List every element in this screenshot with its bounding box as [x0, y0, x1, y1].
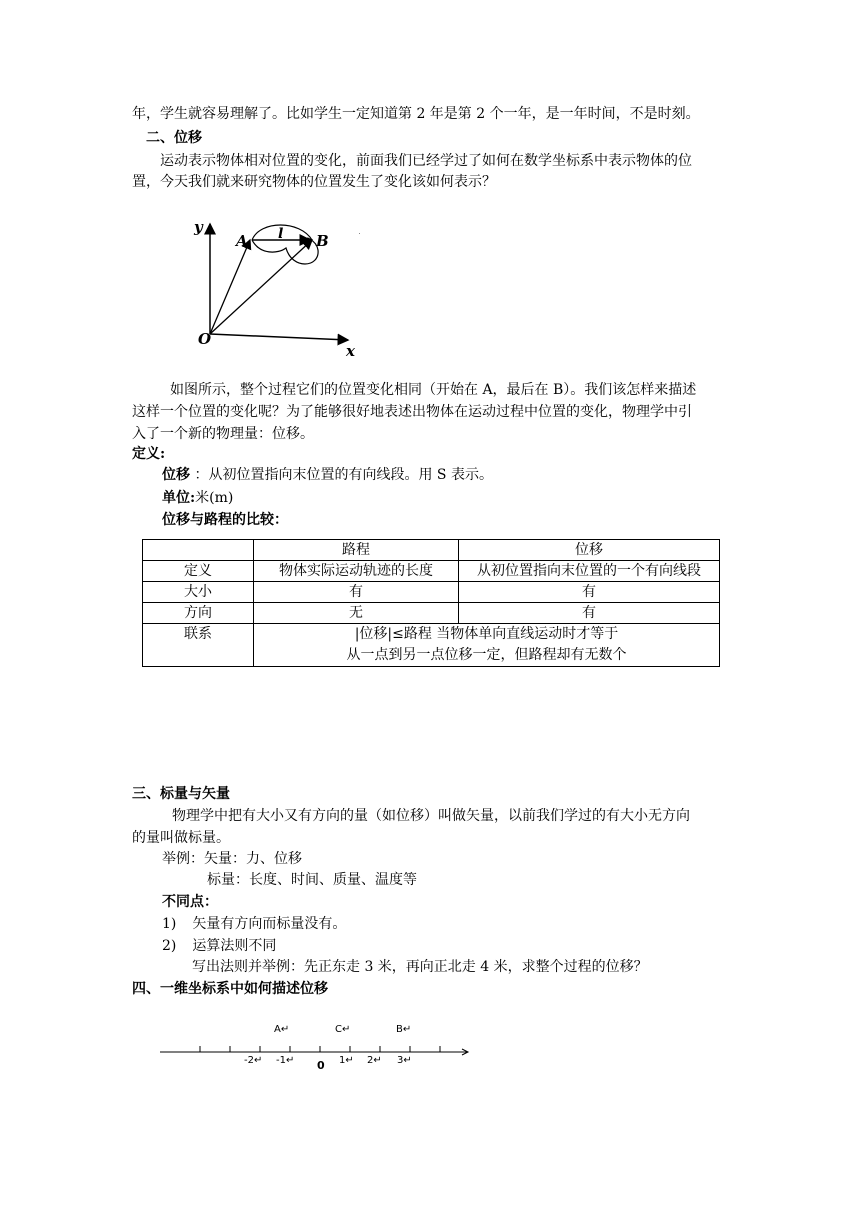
definition-text: ：从初位置指向末位置的有向线段。用 S 表示。	[190, 467, 493, 483]
x-axis-label: x	[346, 342, 355, 360]
tick-label: 1↵	[339, 1055, 354, 1066]
section-2-paragraph-2-line-2: 这样一个位置的变化呢？为了能够很好地表述出物体在运动过程中位置的变化，物理学中引	[132, 404, 692, 420]
section-2-paragraph-1-line-1: 运动表示物体相对位置的变化，前面我们已经学过了如何在数学坐标系中表示物体的位	[160, 153, 692, 169]
section-3-paragraph-line-2: 的量叫做标量。	[132, 830, 230, 846]
table-cell: 大小	[143, 582, 254, 603]
intro-line: 年，学生就容易理解了。比如学生一定知道第 2 年是第 2 个一年，是一年时间，不是时刻。	[132, 106, 700, 122]
origin-label: O	[198, 330, 212, 348]
table-header-row	[143, 540, 720, 561]
definition-term: 位移	[162, 467, 190, 483]
table-cell: 方向	[143, 603, 254, 624]
table-header-cell: 位移	[459, 540, 720, 561]
table-link-label: 联系	[143, 624, 254, 667]
one-d-axis-figure	[150, 1018, 480, 1076]
definition-line	[162, 465, 493, 485]
l-label: l	[278, 226, 284, 242]
diff-item-1-number: 1)	[162, 916, 177, 932]
section-4-title: 四、一维坐标系中如何描述位移	[132, 981, 328, 997]
vector-ob	[210, 240, 312, 334]
compare-heading: 位移与路程的比较：	[162, 512, 288, 528]
section-3-paragraph-line-1: 物理学中把有大小又有方向的量（如位移）叫做矢量，以前我们学过的有大小无方向	[172, 808, 690, 824]
zero-label: 0	[317, 1059, 325, 1072]
section-2-title: 二、位移	[146, 130, 202, 146]
table-link-line-2: 从一点到另一点位移一定，但路程却有无数个	[346, 647, 627, 663]
x-axis	[210, 334, 348, 340]
definition-heading: 定义:	[132, 446, 166, 462]
section-2-paragraph-2-line-3: 入了一个新的物理量：位移。	[132, 426, 314, 442]
section-3-title: 三、标量与矢量	[132, 786, 230, 802]
table-row	[143, 582, 720, 603]
table-cell: 从初位置指向末位置的一个有向线段	[459, 561, 720, 582]
unit-value: 米(m)	[195, 490, 234, 506]
y-axis-label: y	[194, 218, 203, 236]
table-row-link	[143, 624, 720, 667]
table-cell: 有	[459, 603, 720, 624]
point-a-label: A	[236, 232, 248, 250]
diff-item-2-text: 运算法则不同	[192, 938, 277, 954]
table-row	[143, 561, 720, 582]
diff-item-2-number: 2)	[162, 938, 177, 954]
point-label-c: C↵	[335, 1024, 351, 1035]
point-label-a: A↵	[274, 1024, 290, 1035]
table-row	[143, 603, 720, 624]
table-link-line-1: |位移|≤路程 当物体单向直线运动时才等于	[354, 626, 619, 642]
table-header-cell: 路程	[254, 540, 459, 561]
stray-dot	[359, 233, 360, 234]
point-b-label: B	[316, 232, 329, 250]
section-2-paragraph-2-line-1: 如图所示，整个过程它们的位置变化相同（开始在 A，最后在 B）。我们该怎样来描述	[170, 382, 697, 398]
table-link-cell	[254, 624, 720, 667]
diff-item-1	[162, 914, 346, 934]
tick-label: 2↵	[367, 1055, 382, 1066]
tick-label: -1↵	[276, 1055, 295, 1066]
tick-label: -2↵	[244, 1055, 263, 1066]
displacement-figure	[190, 210, 370, 365]
ticks	[200, 1046, 440, 1052]
table-header-cell	[143, 540, 254, 561]
diff-heading: 不同点：	[162, 894, 218, 910]
table-cell: 无	[254, 603, 459, 624]
section-2-paragraph-1-line-2: 置，今天我们就来研究物体的位置发生了变化该如何表示？	[132, 174, 496, 190]
diff-item-1-text: 矢量有方向而标量没有。	[192, 916, 347, 932]
unit-label: 单位:	[162, 490, 196, 506]
comparison-table	[142, 539, 720, 667]
tick-label: 3↵	[397, 1055, 412, 1066]
vector-oa	[210, 240, 250, 334]
unit-line	[162, 488, 233, 508]
table-cell: 有	[254, 582, 459, 603]
example-scalar: 标量：长度、时间、质量、温度等	[207, 872, 417, 888]
table-cell: 定义	[143, 561, 254, 582]
path-curve-lower	[252, 238, 318, 264]
point-label-b: B↵	[396, 1024, 412, 1035]
exercise-line: 写出法则并举例：先正东走 3 米，再向正北走 4 米，求整个过程的位移？	[192, 959, 648, 975]
table-cell: 有	[459, 582, 720, 603]
example-vector: 举例：矢量：力、位移	[162, 851, 302, 867]
diff-item-2	[162, 936, 276, 956]
table-cell: 物体实际运动轨迹的长度	[254, 561, 459, 582]
